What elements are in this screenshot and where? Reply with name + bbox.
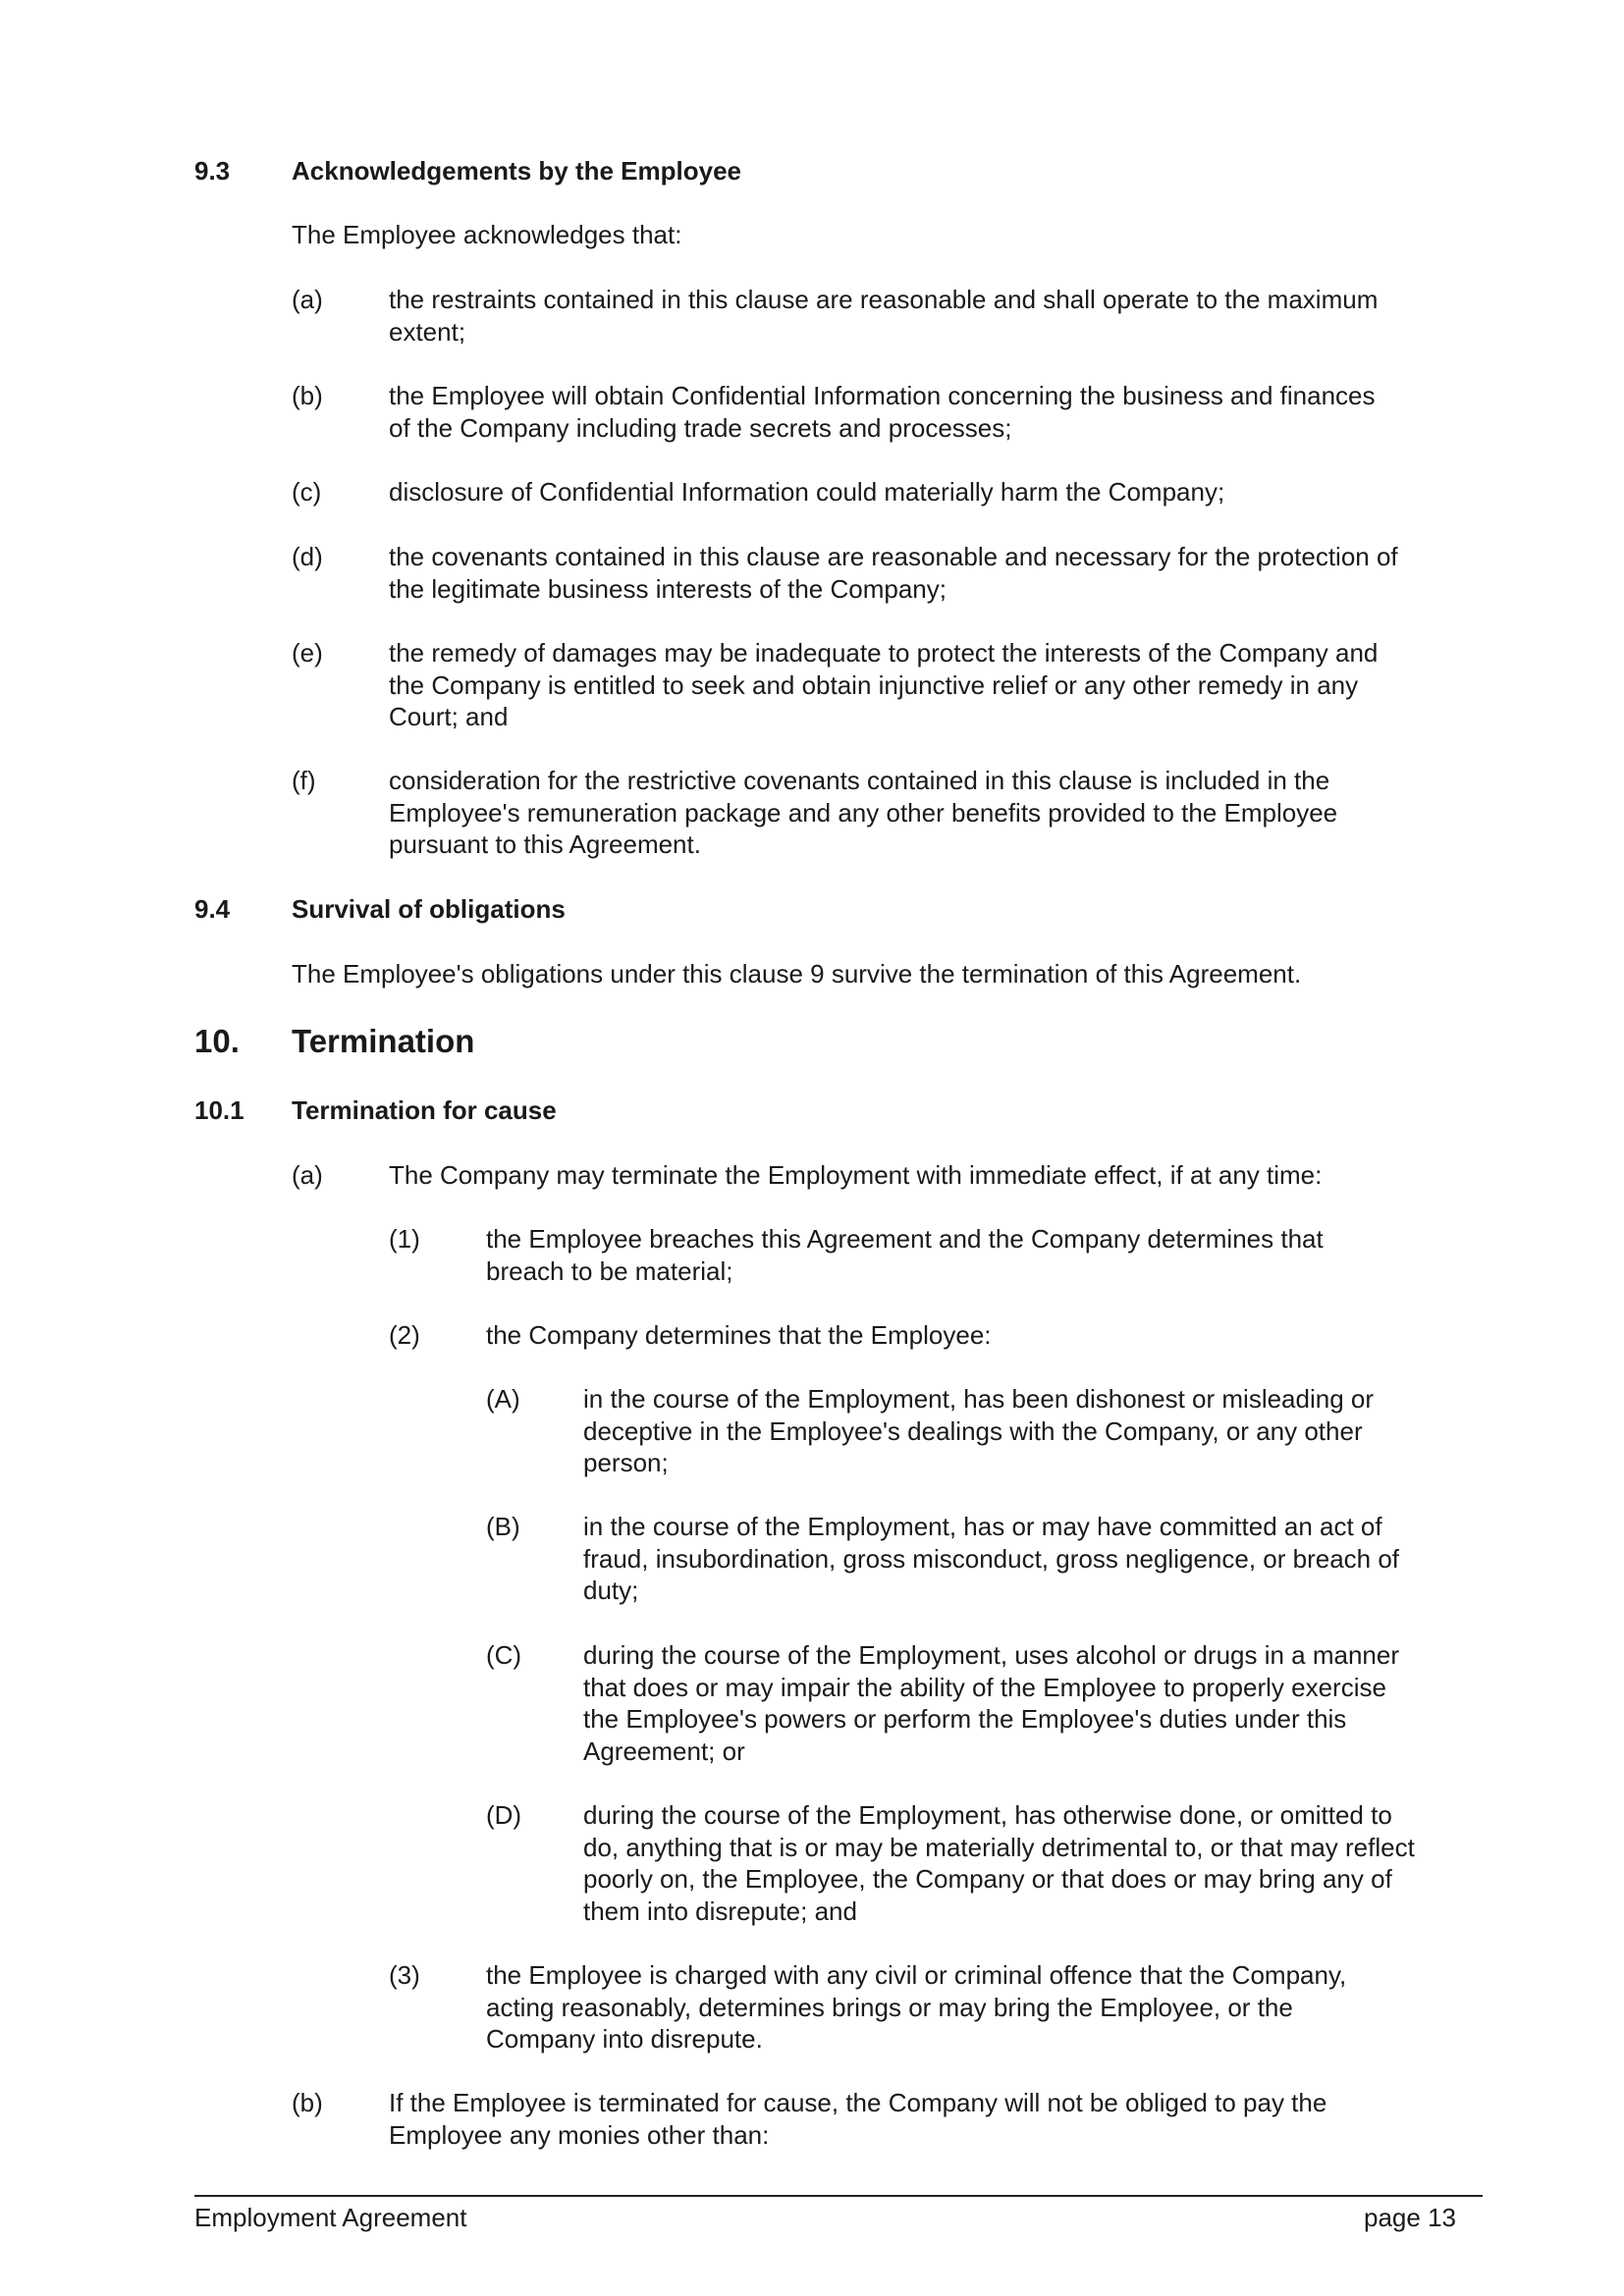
- list-item: the Employee breaches this Agreement and the Company determines that breach to be material;: [486, 1224, 1324, 1286]
- section-number: 9.4: [194, 894, 231, 924]
- list-item-label: (a): [292, 1160, 323, 1190]
- section-title: Termination for cause: [292, 1095, 557, 1125]
- list-item-label: (1): [389, 1224, 420, 1254]
- list-item: If the Employee is terminated for cause, the Company will not be obliged to pay the Employee any monies other than:: [389, 2088, 1327, 2150]
- list-item: the remedy of damages may be inadequate to protect the interests of the Company and the Company is entitled to seek and obtain injunctive relief or any other remedy in any Court; and: [389, 638, 1379, 731]
- list-item: the Employee is charged with any civil or criminal offence that the Company, acting reasonably, determines brings or may bring the Employee, or the Company into disrepute.: [486, 1960, 1347, 2054]
- clause-title: Termination: [292, 1023, 475, 1059]
- list-item-label: (e): [292, 638, 323, 667]
- list-item-label: (c): [292, 477, 322, 507]
- list-item: consideration for the restrictive covenants contained in this clause is included in the Employee's remuneration package and any other benefits provided to the Employee pursuant to this Agreement.: [389, 766, 1338, 859]
- list-item-label: (A): [486, 1384, 520, 1414]
- list-item-label: (2): [389, 1320, 420, 1350]
- list-item-label: (d): [292, 542, 323, 571]
- list-item-label: (C): [486, 1640, 522, 1670]
- section-number: 10.1: [194, 1095, 244, 1125]
- page-number: page 13: [1364, 2203, 1456, 2232]
- clause-number: 10.: [194, 1023, 240, 1059]
- list-item-label: (D): [486, 1800, 522, 1830]
- list-item-label: (b): [292, 2088, 323, 2117]
- list-item: disclosure of Confidential Information could materially harm the Company;: [389, 477, 1225, 507]
- section-text: The Employee's obligations under this clause 9 survive the termination of this Agreement.: [292, 959, 1302, 988]
- footer-title: Employment Agreement: [194, 2203, 467, 2232]
- list-item-label: (a): [292, 285, 323, 314]
- section-title: Acknowledgements by the Employee: [292, 156, 742, 186]
- list-item: the Company determines that the Employee:: [486, 1320, 992, 1350]
- section-title: Survival of obligations: [292, 894, 566, 924]
- list-item: during the course of the Employment, uses alcohol or drugs in a manner that does or may impair the ability of the Employee to properly exercise the Employee's powers or perform the Employee's duties under this Agreement; or: [583, 1640, 1400, 1766]
- list-item: the Employee will obtain Confidential Information concerning the business and finances of the Company including trade secrets and processes;: [389, 381, 1376, 443]
- list-item: during the course of the Employment, has otherwise done, or omitted to do, anything that is or may be materially detrimental to, or that may reflect poorly on, the Employee, the Company or that does or may bring any of them into disrepute; and: [583, 1800, 1415, 1926]
- section-number: 9.3: [194, 156, 231, 186]
- list-item: The Company may terminate the Employment with immediate effect, if at any time:: [389, 1160, 1323, 1190]
- list-item-label: (3): [389, 1960, 420, 1990]
- list-item-label: (B): [486, 1512, 520, 1541]
- list-item-label: (b): [292, 381, 323, 410]
- list-item: in the course of the Employment, has or may have committed an act of fraud, insubordination, gross misconduct, gross negligence, or breach of duty;: [583, 1512, 1400, 1605]
- section-intro: The Employee acknowledges that:: [292, 220, 682, 249]
- list-item-label: (f): [292, 766, 316, 795]
- footer-divider: [194, 2195, 1483, 2197]
- list-item: the covenants contained in this clause are reasonable and necessary for the protection of the legitimate business interests of the Company;: [389, 542, 1398, 604]
- list-item: the restraints contained in this clause are reasonable and shall operate to the maximum extent;: [389, 285, 1379, 347]
- list-item: in the course of the Employment, has been dishonest or misleading or deceptive in the Employee's dealings with the Company, or any other person;: [583, 1384, 1375, 1477]
